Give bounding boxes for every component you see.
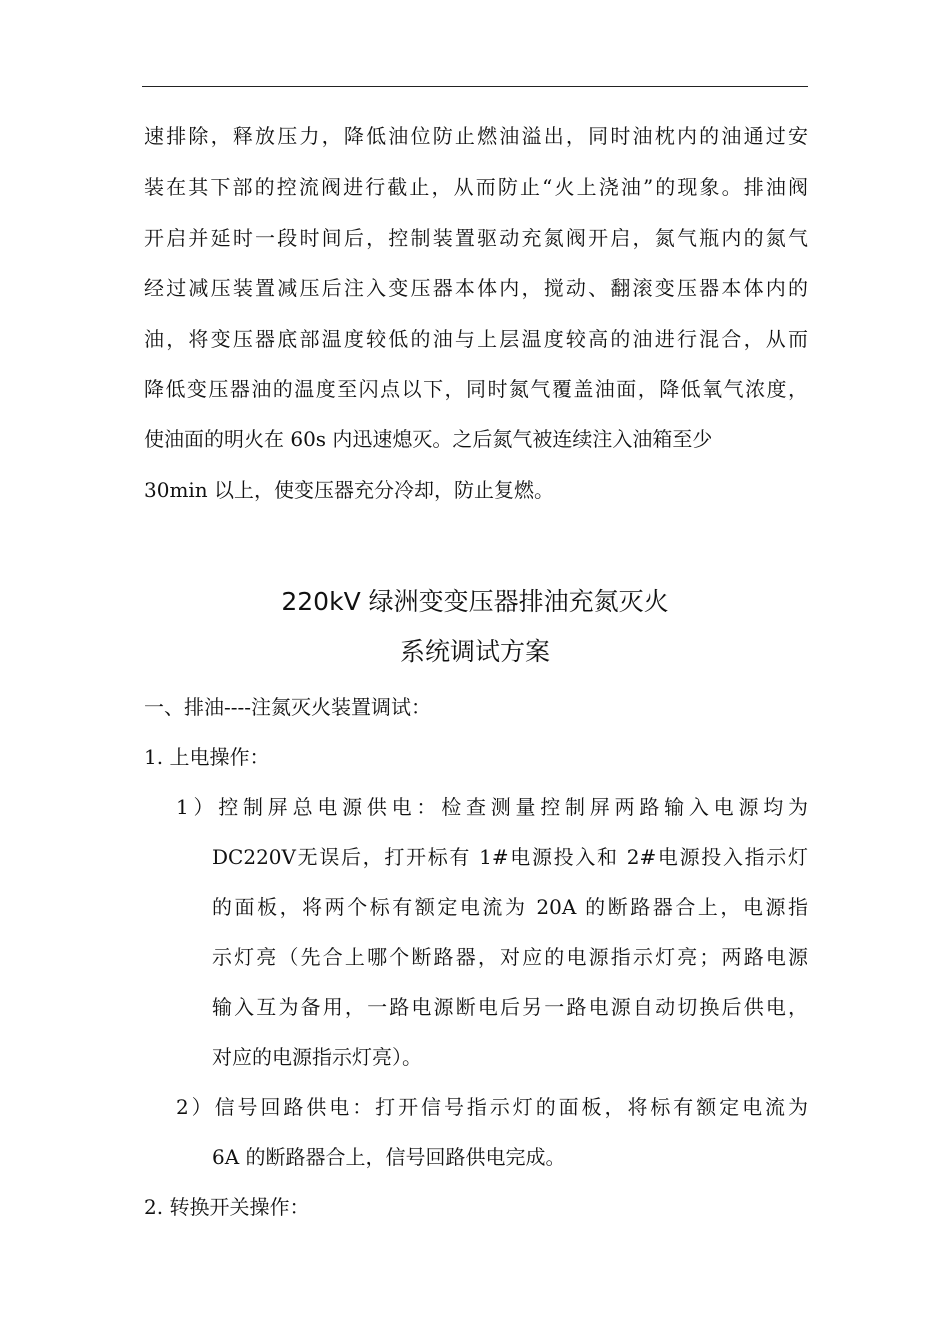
- paragraph-line: 装在其下部的控流阀进行截止，从而防止“火上浇油”的现象。排油阀: [144, 175, 808, 199]
- document-subtitle: 系统调试方案: [399, 637, 550, 666]
- section-heading: 一、排油----注氮灭火装置调试：: [144, 695, 432, 719]
- paragraph-line: 速排除，释放压力，降低油位防止燃油溢出，同时油枕内的油通过安: [144, 124, 808, 148]
- sub-item-line: 6A 的断路器合上，信号回路供电完成。: [212, 1145, 566, 1169]
- paragraph-line: 30min 以上，使变压器充分冷却，防止复燃。: [144, 478, 555, 502]
- paragraph-line: 开启并延时一段时间后，控制装置驱动充氮阀开启，氮气瓶内的氮气: [144, 226, 808, 250]
- paragraph-line: 使油面的明火在 60s 内迅速熄灭。之后氮气被连续注入油箱至少: [144, 427, 713, 451]
- paragraph-line: 油，将变压器底部温度较低的油与上层温度较高的油进行混合，从而: [144, 327, 808, 351]
- sub-item-line: DC220V无误后，打开标有 1#电源投入和 2#电源投入指示灯: [212, 845, 808, 869]
- sub-item-line: 2）信号回路供电：打开信号指示灯的面板，将标有额定电流为: [176, 1095, 808, 1119]
- item-heading: 1. 上电操作：: [144, 745, 270, 769]
- sub-item-line: 对应的电源指示灯亮）。: [212, 1045, 422, 1069]
- paragraph-line: 经过减压装置减压后注入变压器本体内，搅动、翻滚变压器本体内的: [144, 276, 808, 300]
- sub-item-line: 示灯亮（先合上哪个断路器，对应的电源指示灯亮；两路电源: [212, 945, 808, 969]
- item-heading: 2. 转换开关操作：: [144, 1195, 310, 1219]
- sub-item-line: 输入互为备用，一路电源断电后另一路电源自动切换后供电，: [212, 995, 808, 1019]
- sub-item-line: 1）控制屏总电源供电：检查测量控制屏两路输入电源均为: [176, 795, 808, 819]
- sub-item-line: 的面板，将两个标有额定电流为 20A 的断路器合上，电源指: [212, 895, 808, 919]
- document-title: 220kV 绿洲变变压器排油充氮灭火: [281, 587, 669, 616]
- paragraph-line: 降低变压器油的温度至闪点以下，同时氮气覆盖油面，降低氧气浓度，: [144, 377, 808, 401]
- header-rule: [142, 86, 808, 87]
